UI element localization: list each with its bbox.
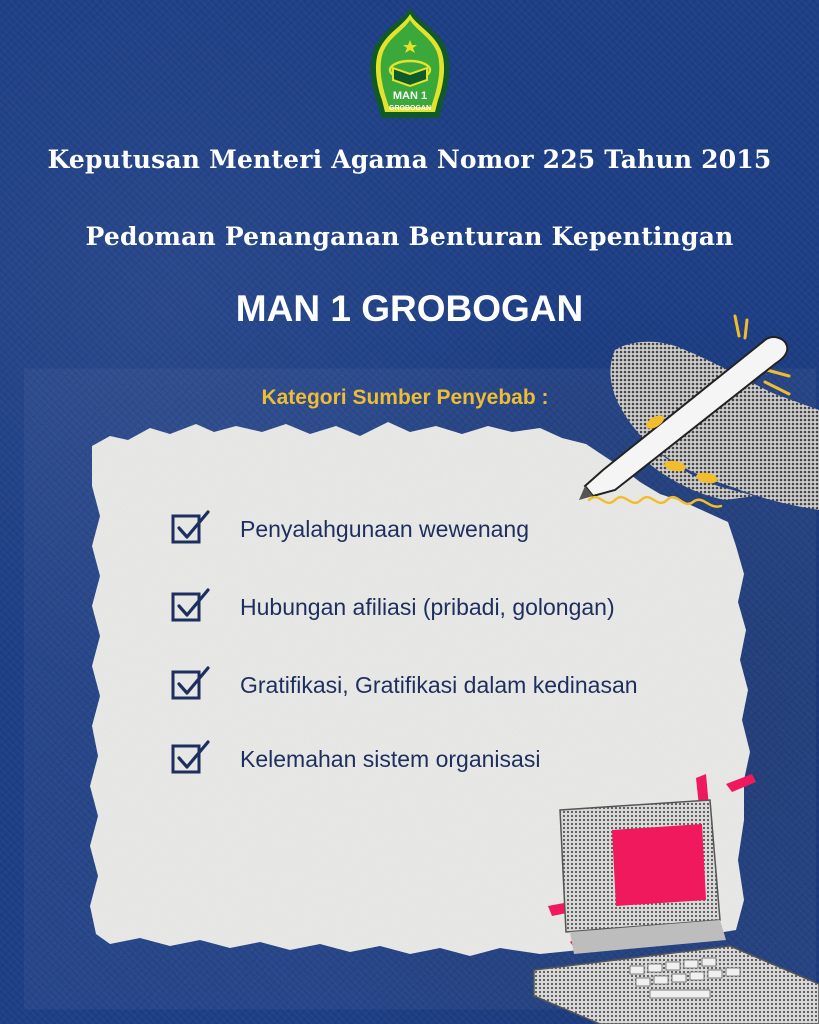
checkbox-checked-icon [170,508,212,548]
list-item [170,664,730,704]
retro-computer-illustration [530,770,819,1024]
list-item-text: Penyalahgunaan wewenang [240,516,530,542]
checkbox-checked-icon [170,586,212,626]
category-label: Kategori Sumber Penyebab : [261,386,549,409]
checkbox-checked-icon [170,664,212,704]
list-item-text: Gratifikasi, Gratifikasi dalam kedinasan [240,672,638,698]
logo-text-line1: MAN 1 [392,90,428,102]
list-item-text: Hubungan afiliasi (pribadi, golongan) [240,594,615,620]
logo-text-line2: GROBOGAN [389,105,431,112]
list-item-text: Kelemahan sistem organisasi [240,746,541,772]
list-item [170,586,730,626]
decree-title: Keputusan Menteri Agama Nomor 225 Tahun 2015 [47,145,772,174]
school-name: MAN 1 GROBOGAN [235,288,584,329]
guideline-title: Pedoman Penanganan Benturan Kepentingan [85,222,734,251]
hand-pen-illustration [575,310,819,525]
checkbox-checked-icon [170,738,212,778]
